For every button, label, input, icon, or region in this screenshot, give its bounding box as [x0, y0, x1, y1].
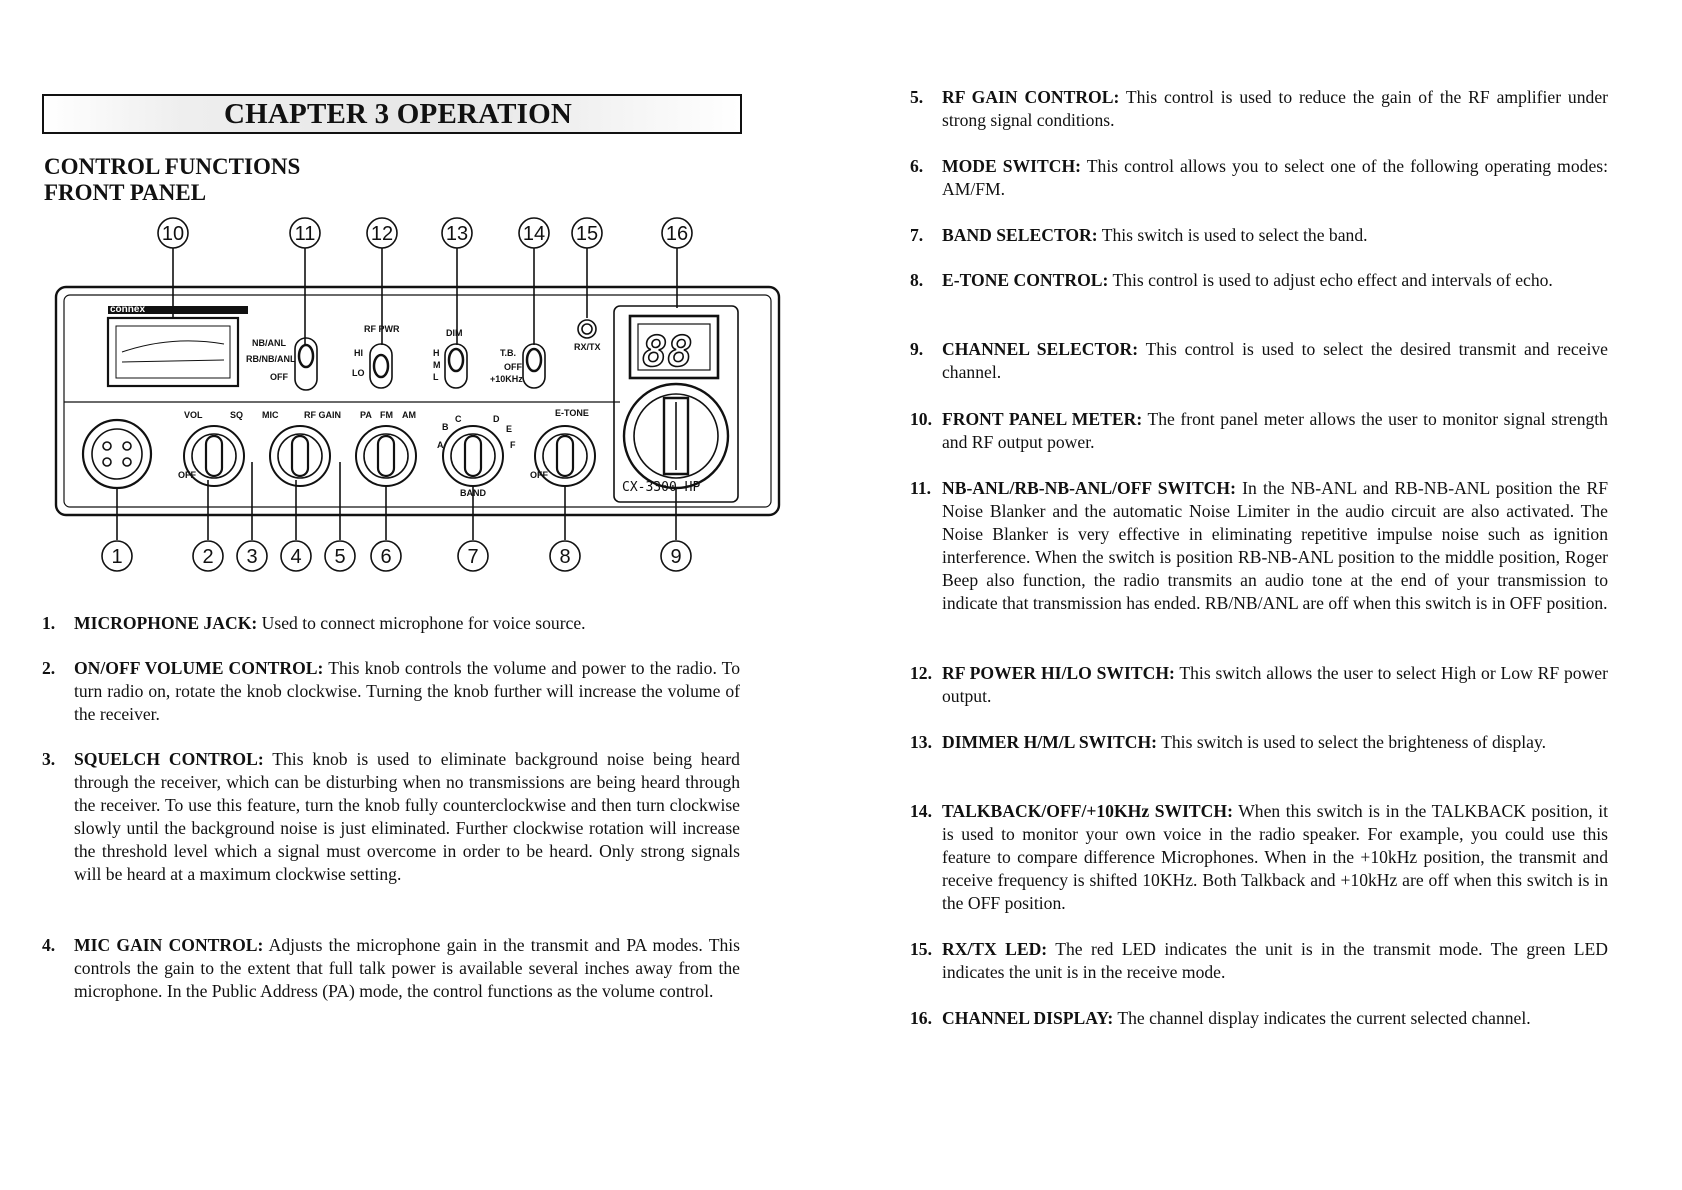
left-item-3: 3. SQUELCH CONTROL: This knob is used to eliminate background noise being heard through the receiver, which can be disturbing when no transmissions are being heard through the receiver. To use this feature, turn the knob fully counterclockwise and then turn clockwise slowly until the background noise is just eliminated. Further clockwise rotation will increase the threshold level which a signal must overcome in order to be heard. Only strong signals will be heard at a maximum clockwise setting.	[42, 749, 740, 884]
label-dim: DIM	[446, 328, 463, 338]
callout-5-label: 5	[334, 546, 346, 568]
rf-power-switch[interactable]	[370, 344, 392, 388]
callout-14-label: 14	[522, 223, 546, 245]
label-off-d: OFF	[530, 470, 548, 480]
right-item-8: 8. E-TONE CONTROL: This control is used to adjust echo effect and intervals of echo.	[910, 270, 1553, 290]
label-band-b: B	[442, 422, 449, 432]
callout-10-label: 10	[161, 223, 185, 245]
left-item-1: 1. MICROPHONE JACK: Used to connect microphone for voice source.	[42, 613, 586, 633]
right-item-16: 16. CHANNEL DISPLAY: The channel display indicates the current selected channel.	[910, 1008, 1531, 1028]
display-digits: 88	[642, 327, 693, 376]
right-item-13: 13. DIMMER H/M/L SWITCH: This switch is used to select the brighteness of display.	[910, 732, 1547, 752]
label-band-c: C	[455, 414, 462, 424]
left-item-4: 4. MIC GAIN CONTROL: Adjusts the microphone gain in the transmit and PA modes. This controls the gain to the extent that full talk power is available several inches away from the microphone. In the Public Address (PA) mode, the control functions as the volume control.	[42, 935, 740, 1001]
label-hi: HI	[354, 348, 363, 358]
talkback-switch[interactable]	[523, 344, 545, 388]
callout-12-label: 12	[370, 223, 394, 245]
front-panel-diagram	[0, 0, 900, 600]
label-10khz: +10KHz	[490, 374, 523, 384]
section-title: CONTROL FUNCTIONS	[44, 154, 301, 179]
callout-16-label: 16	[665, 223, 689, 245]
label-nb-anl: NB/ANL	[252, 338, 286, 348]
label-e-tone: E-TONE	[555, 408, 589, 418]
label-pa: PA	[360, 410, 372, 420]
label-band-e: E	[506, 424, 513, 434]
callout-9-label: 9	[670, 546, 682, 568]
right-item-12: 12. RF POWER HI/LO SWITCH: This switch allows the user to select High or Low RF power output.	[910, 663, 1608, 706]
label-off-c: OFF	[178, 470, 196, 480]
label-rb-nb-anl: RB/NB/ANL	[246, 354, 296, 364]
dimmer-switch[interactable]	[445, 344, 467, 388]
label-off-a: OFF	[270, 372, 288, 382]
callout-8-label: 8	[559, 546, 571, 568]
right-item-11: 11. NB-ANL/RB-NB-ANL/OFF SWITCH: In the NB-ANL and RB-NB-ANL position the RF Noise Blanker and the automatic Noise Limiter in the audio circuit are also activated. The Noise Blanker is very effective in eliminating repetitive impulse noise such as ignition interference. When the switch is position RB-NB-ANL position to the middle position, Roger Beep also function, the radio transmits an audio tone at the end of your transmission to indicate that transmission has ended. RB/NB/ANL are off when this switch is in OFF position.	[910, 478, 1608, 613]
callout-3-label: 3	[246, 546, 258, 568]
label-rx-tx: RX/TX	[574, 342, 601, 352]
right-item-15: 15. RX/TX LED: The red LED indicates the unit is in the transmit mode. The green LED indicates the unit is in the receive mode.	[910, 939, 1608, 982]
label-sq: SQ	[230, 410, 244, 420]
label-dim-h: H	[433, 348, 440, 358]
label-band-f: F	[510, 440, 516, 450]
chapter-title: CHAPTER 3 OPERATION	[224, 98, 573, 130]
callout-2-label: 2	[202, 546, 214, 568]
label-rf-pwr: RF PWR	[364, 324, 400, 334]
channel-selector-knob[interactable]	[624, 384, 728, 488]
label-lo: LO	[352, 368, 365, 378]
label-vol: VOL	[184, 410, 203, 420]
right-item-5: 5. RF GAIN CONTROL: This control is used to reduce the gain of the RF amplifier under strong signal conditions.	[910, 87, 1608, 130]
callout-4-label: 4	[290, 546, 302, 568]
brand-logo: connex	[110, 304, 146, 315]
label-band-d: D	[493, 414, 500, 424]
left-item-2: 2. ON/OFF VOLUME CONTROL: This knob controls the volume and power to the radio. To turn radio on, rotate the knob clockwise. Turning the knob further will increase the volume of the receiver.	[42, 658, 740, 724]
label-off-b: OFF	[504, 362, 522, 372]
callout-15-label: 15	[575, 223, 599, 245]
callout-11-label: 11	[294, 223, 316, 245]
rx-tx-led	[578, 320, 596, 338]
nb-anl-switch[interactable]	[295, 338, 317, 390]
label-dim-l: L	[433, 372, 439, 382]
right-item-9: 9. CHANNEL SELECTOR: This control is used to select the desired transmit and receive channel.	[910, 339, 1608, 382]
callout-6-label: 6	[380, 546, 392, 568]
mic-rf-gain-knob[interactable]	[270, 426, 330, 486]
microphone-jack[interactable]	[83, 420, 151, 488]
signal-meter	[108, 318, 238, 386]
callout-7-label: 7	[467, 546, 479, 568]
right-item-10: 10. FRONT PANEL METER: The front panel meter allows the user to monitor signal strength and RF output power.	[910, 409, 1608, 452]
model-label: CX-3300 HP	[622, 480, 701, 495]
label-fm: FM	[380, 410, 393, 420]
subsection-title: FRONT PANEL	[44, 180, 207, 205]
right-item-14: 14. TALKBACK/OFF/+10KHz SWITCH: When this switch is in the TALKBACK position, it is used to monitor your own voice in the radio speaker. For example, you could use this feature to compare difference Microphones. When in the +10kHz position, the transmit and receive frequency is shifted 10KHz. Both Talkback and +10kHz are off when this switch is in the OFF position.	[910, 801, 1608, 913]
right-item-7: 7. BAND SELECTOR: This switch is used to select the band.	[910, 225, 1368, 245]
label-dim-m: M	[433, 360, 441, 370]
right-item-6: 6. MODE SWITCH: This control allows you to select one of the following operating modes: AM/FM.	[910, 156, 1608, 199]
label-mic: MIC	[262, 410, 279, 420]
label-band-a: A	[437, 440, 444, 450]
label-am: AM	[402, 410, 416, 420]
band-selector-knob[interactable]	[443, 426, 503, 486]
callout-1-label: 1	[111, 546, 123, 568]
label-band: BAND	[460, 488, 486, 498]
label-tb: T.B.	[500, 348, 517, 358]
callout-13-label: 13	[445, 223, 469, 245]
label-rf-gain: RF GAIN	[304, 410, 341, 420]
mode-switch-knob[interactable]	[356, 426, 416, 486]
